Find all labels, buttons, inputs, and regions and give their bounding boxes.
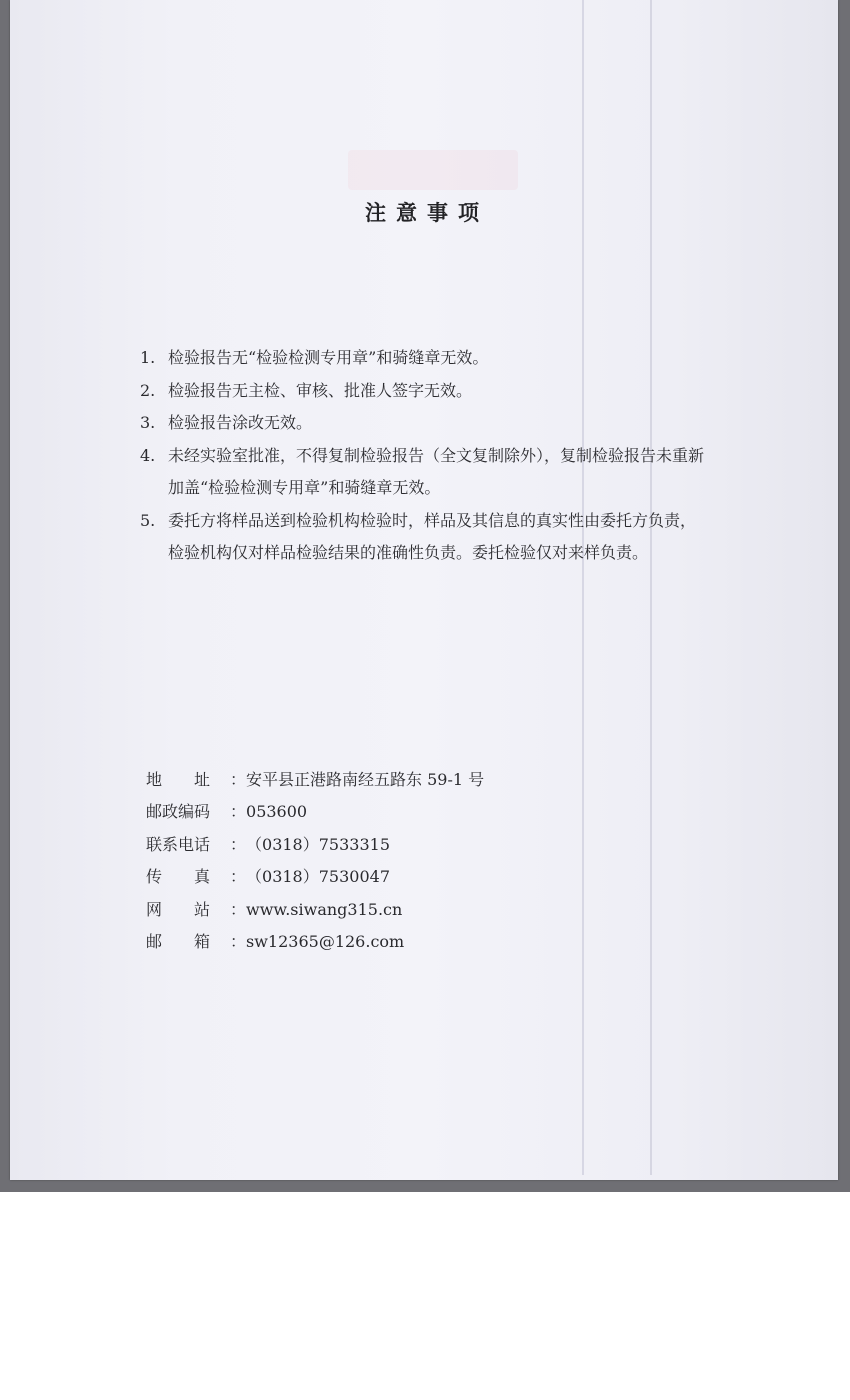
note-text-continued: 检验机构仅对样品检验结果的准确性负责。委托检验仅对来样负责。 [168, 543, 649, 562]
contact-label: 传 真 [146, 867, 211, 887]
contact-separator: ： [230, 770, 247, 789]
contact-phone [146, 829, 646, 861]
faint-stamp-mark [348, 150, 518, 190]
note-text: 委托方将样品送到检验机构检验时，样品及其信息的真实性由委托方负责， [168, 510, 697, 530]
note-number: 5. [140, 510, 156, 530]
note-number: 3. [140, 413, 156, 432]
note-text-continued: 加盖“检验检测专用章”和骑缝章无效。 [168, 478, 441, 497]
contact-email [146, 926, 646, 958]
notes-list [140, 342, 760, 570]
contact-label: 邮 箱 [146, 932, 211, 952]
contact-value: 安平县正港路南经五路东 59-1 号 [246, 770, 485, 789]
page-title: 注意事项 [365, 200, 489, 225]
contact-value: 053600 [246, 802, 308, 822]
contact-postcode [146, 796, 646, 828]
note-text: 未经实验室批准，不得复制检验报告（全文复制除外），复制检验报告未重新 [168, 445, 705, 465]
note-item [140, 440, 760, 505]
contact-website [146, 894, 646, 926]
note-number: 1. [140, 348, 156, 367]
note-item [140, 375, 760, 408]
note-number: 2. [140, 380, 156, 400]
contact-fax [146, 861, 646, 893]
note-text: 检验报告无“检验检测专用章”和骑缝章无效。 [168, 348, 489, 367]
fold-line [582, 0, 584, 1175]
contact-label: 联系电话 [146, 834, 211, 854]
contact-separator: ： [230, 834, 247, 854]
contact-separator: ： [230, 932, 247, 952]
contact-value: （0318）7533315 [246, 834, 390, 854]
note-item [140, 342, 760, 375]
contact-info [146, 764, 646, 958]
note-text: 检验报告涂改无效。 [168, 413, 313, 432]
contact-label: 网 站 [146, 899, 211, 919]
contact-value: sw12365@126.com [246, 932, 405, 952]
contact-value: www.siwang315.cn [246, 899, 403, 919]
note-item [140, 505, 760, 570]
document-page [10, 0, 838, 1180]
contact-separator: ： [230, 802, 247, 822]
contact-value: （0318）7530047 [246, 867, 390, 887]
contact-separator: ： [230, 867, 247, 887]
note-text: 检验报告无主检、审核、批准人签字无效。 [168, 380, 473, 400]
contact-address [146, 764, 646, 796]
note-number: 4. [140, 445, 156, 465]
contact-label: 邮政编码 [146, 802, 211, 822]
contact-separator: ： [230, 899, 247, 919]
note-item [140, 407, 760, 440]
fold-line [650, 0, 652, 1175]
contact-label: 地 址 [146, 770, 211, 789]
